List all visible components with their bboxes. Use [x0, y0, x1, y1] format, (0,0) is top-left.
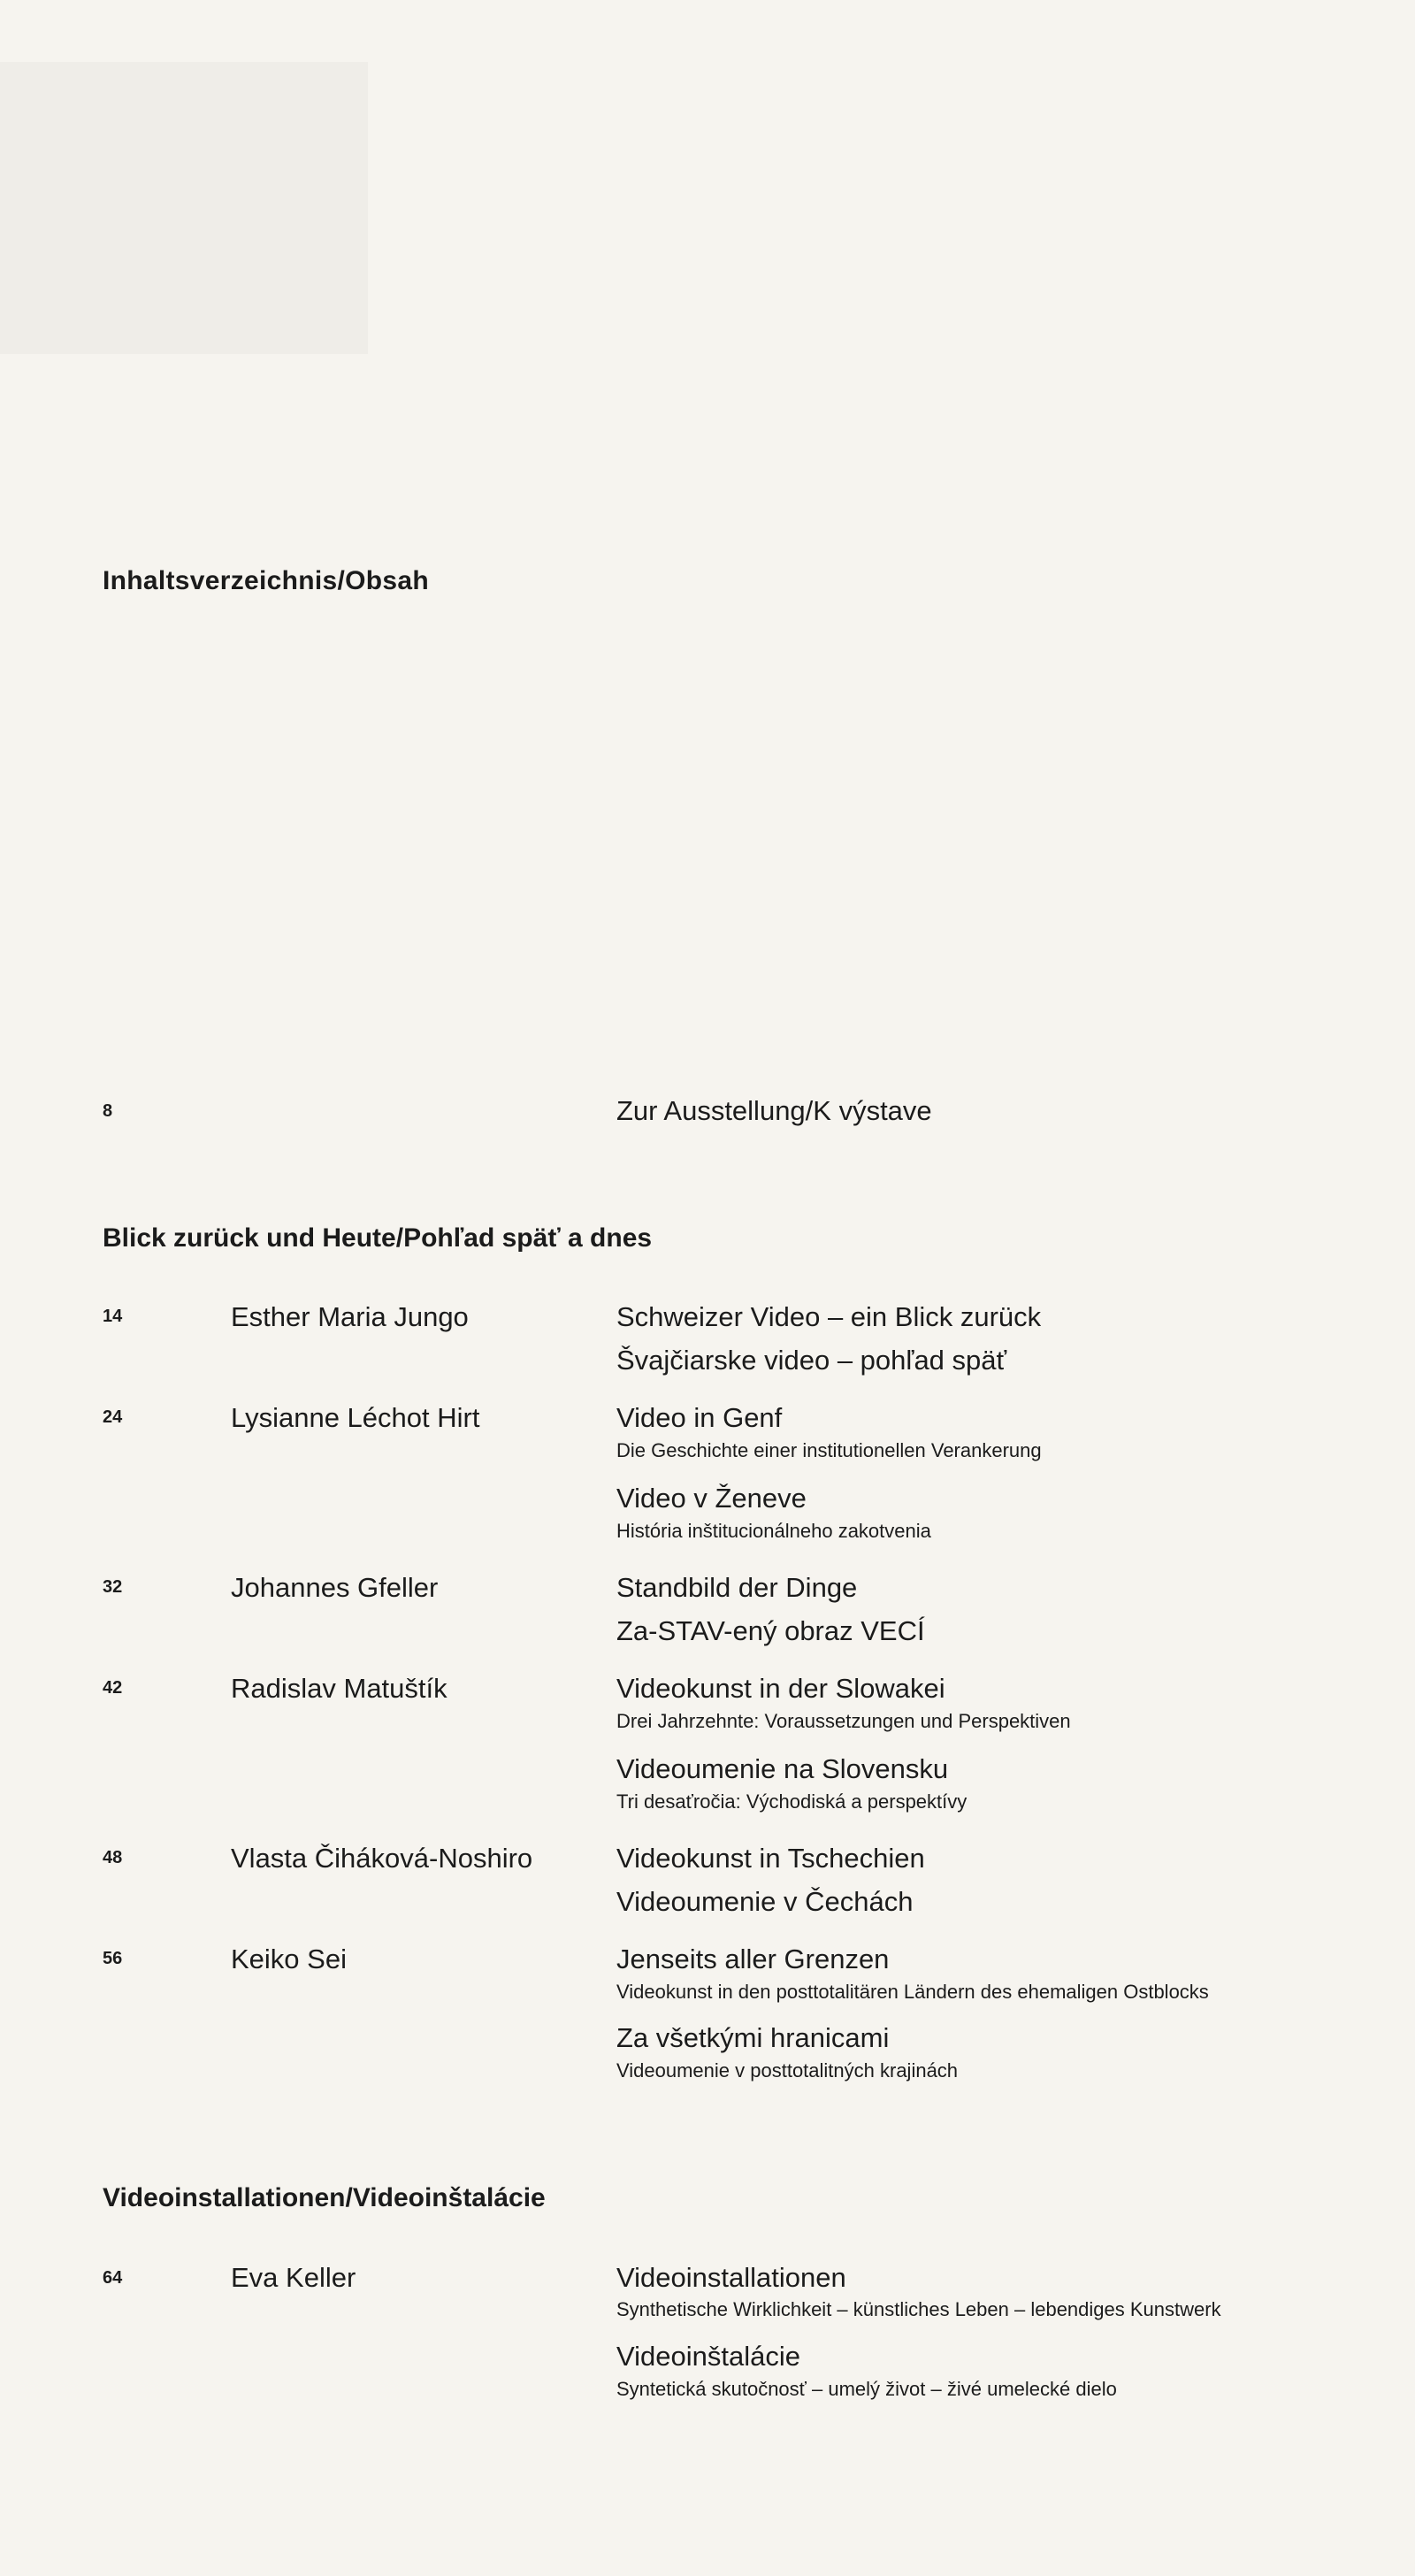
subtitle-slovak: História inštitucionálneho zakotvenia: [616, 1520, 931, 1542]
page-number: 14: [103, 1307, 123, 1326]
page-number: 32: [103, 1577, 123, 1597]
title-slovak: Za-STAV-ený obraz VECÍ: [616, 1615, 925, 1646]
subtitle-german: Die Geschichte einer institutionellen Verankerung: [616, 1439, 1042, 1461]
section-heading: Videoinstallationen/Videoinštalácie: [103, 2183, 546, 2212]
title-slovak: Švajčiarske video – pohľad späť: [616, 1345, 1007, 1376]
author-name: Vlasta Čiháková-Noshiro: [231, 1843, 533, 1874]
paper-tint: [0, 62, 368, 354]
author-name: Eva Keller: [231, 2262, 356, 2293]
page-number: 8: [103, 1101, 113, 1121]
section-heading: Blick zurück und Heute/Pohľad späť a dnes: [103, 1223, 653, 1253]
subtitle-slovak: Videoumenie v posttotalitných krajinách: [616, 2059, 959, 2082]
author-name: Keiko Sei: [231, 1944, 347, 1974]
subtitle-slovak: Tri desaťročia: Východiská a perspektívy: [616, 1790, 968, 1813]
title-slovak: Video v Ženeve: [616, 1483, 807, 1514]
author-name: Johannes Gfeller: [231, 1572, 439, 1603]
page-number: 64: [103, 2268, 123, 2288]
subtitle-german: Videokunst in den posttotalitären Ländern des ehemaligen Ostblocks: [616, 1981, 1209, 2003]
title-german: Videokunst in der Slowakei: [616, 1673, 945, 1704]
title-german: Videoinstallationen: [616, 2262, 846, 2293]
title-german: Jenseits aller Grenzen: [616, 1944, 890, 1974]
page-number: 24: [103, 1407, 123, 1427]
entry-title: Zur Ausstellung/K výstave: [616, 1095, 932, 1126]
title-slovak: Videoumenie v Čechách: [616, 1886, 914, 1917]
author-name: Lysianne Léchot Hirt: [231, 1402, 480, 1433]
page-number: 56: [103, 1949, 123, 1968]
title-german: Videokunst in Tschechien: [616, 1843, 925, 1874]
title-slovak: Za všetkými hranicami: [616, 2022, 890, 2053]
title-slovak: Videoumenie na Slovensku: [616, 1753, 949, 1784]
page-number: 48: [103, 1848, 123, 1867]
subtitle-german: Synthetische Wirklichkeit – künstliches Leben – lebendiges Kunstwerk: [616, 2298, 1221, 2320]
contents-heading: Inhaltsverzeichnis/Obsah: [103, 566, 429, 595]
subtitle-slovak: Syntetická skutočnosť – umelý život – živé umelecké dielo: [616, 2378, 1117, 2400]
page-number: 42: [103, 1678, 123, 1698]
author-name: Radislav Matuštík: [231, 1673, 447, 1704]
title-slovak: Videoinštalácie: [616, 2341, 800, 2372]
title-german: Video in Genf: [616, 1402, 783, 1433]
author-name: Esther Maria Jungo: [231, 1301, 469, 1332]
subtitle-german: Drei Jahrzehnte: Voraussetzungen und Perspektiven: [616, 1710, 1071, 1732]
title-german: Schweizer Video – ein Blick zurück: [616, 1301, 1042, 1332]
title-german: Standbild der Dinge: [616, 1572, 858, 1603]
